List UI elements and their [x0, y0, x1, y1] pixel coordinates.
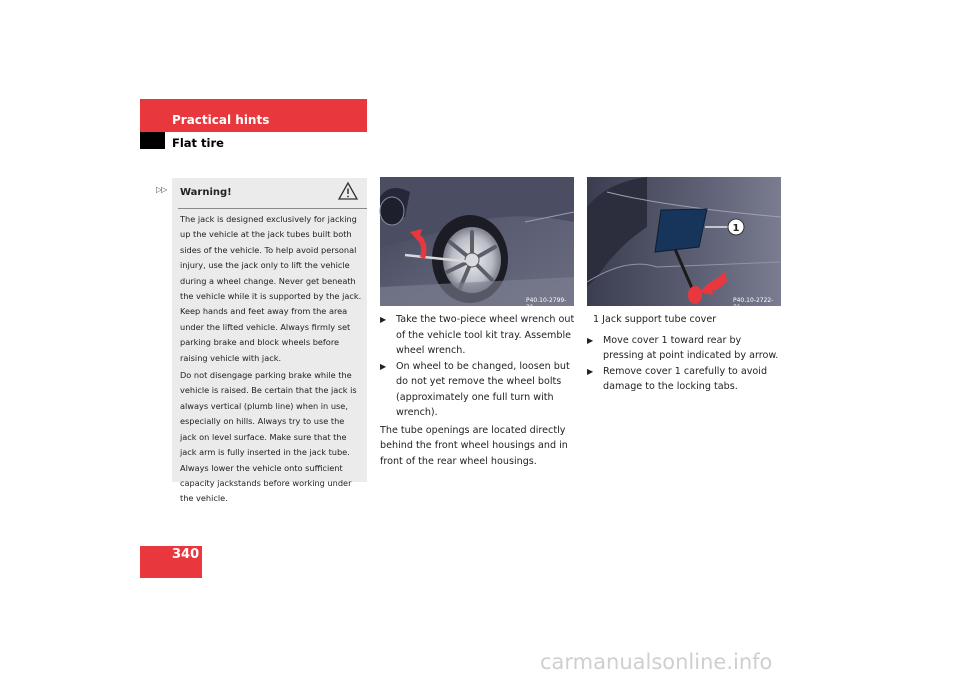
bullet-arrow-icon: ▶	[587, 366, 594, 376]
legend-text: Jack support tube cover	[602, 314, 717, 325]
bullet-remove-cover-text: Remove cover	[603, 365, 675, 377]
bullet-move-cover-text-end: toward rear by pressing at point indicated by arrow.	[603, 334, 779, 361]
warning-body	[180, 212, 362, 509]
figure1-code: P40.10-2799-31	[526, 297, 567, 311]
bullet-move-cover	[587, 333, 783, 364]
bullet-arrow-icon: ▶	[380, 315, 387, 324]
watermark: carmanualsonline.info	[540, 650, 773, 674]
subsection-title: Flat tire	[172, 136, 224, 150]
tube-location-paragraph: The tube openings are located directly behind the front wheel housings and in front of the rear wheel housings.	[380, 424, 568, 467]
warning-paragraph-1: The jack is designed exclusively for jacking up the vehicle at the jack tubes built both sides of the vehicle. To help avoid personal injury, use the jack only to lift the vehicle during a wheel change. Never get beneath the vehicle while it is supported by the jack. Keep hands and feet away from the area under the lifted vehicle. Always firmly set parking brake and block wheels before raising vehicle with jack.	[180, 214, 362, 363]
bullet-remove-cover	[587, 364, 783, 395]
figure2-code: P40.10-2722-31	[733, 297, 774, 311]
wheel-wrench-figure	[380, 177, 574, 311]
callout-ref: 1	[674, 365, 681, 377]
bullet-move-cover-text: Move cover	[603, 334, 662, 346]
bullet-step-2	[380, 359, 576, 421]
bullet-arrow-icon: ▶	[380, 361, 387, 371]
section-title: Practical hints	[172, 113, 270, 127]
warning-box	[172, 178, 367, 504]
jack-cover-illustration	[587, 177, 781, 306]
header-black-tab	[140, 132, 165, 149]
warning-triangle-icon	[338, 181, 358, 201]
bullet-step-1-text: Take the two-piece wheel wrench out of the vehicle tool kit tray. Assemble wheel wrench.	[396, 314, 575, 356]
continuation-mark: ▷▷	[156, 185, 167, 194]
column-2-text	[380, 312, 576, 469]
wheel-wrench-illustration	[380, 177, 574, 306]
page-number: 340	[172, 547, 200, 562]
figure-legend	[587, 312, 783, 328]
jack-cover-figure	[587, 177, 781, 311]
bullet-step-1	[380, 312, 576, 359]
legend-number: 1	[593, 314, 600, 325]
bullet-step-2-text: On wheel to be changed, loosen but do not yet remove the wheel bolts (approximately one full turn with wrench).	[396, 360, 570, 418]
warning-paragraph-2: Do not disengage parking brake while the vehicle is raised. Be certain that the jack is always vertical (plumb line) when in use, especially on hills. Always try to use the jack on level surface. Make sure that the jack arm is fully inserted in the jack tube. Always lower the vehicle onto sufficient capacity jackstands before working under the vehicle.	[180, 370, 357, 504]
callout-ref: 1	[661, 334, 668, 346]
warning-heading: Warning!	[180, 187, 232, 198]
figure2-callout: 1	[732, 223, 740, 234]
column-3-text	[587, 312, 783, 395]
bullet-remove-cover-text-end: carefully to avoid damage to the locking tabs.	[603, 365, 768, 392]
warning-divider	[178, 208, 367, 209]
bullet-arrow-icon: ▶	[587, 335, 594, 345]
